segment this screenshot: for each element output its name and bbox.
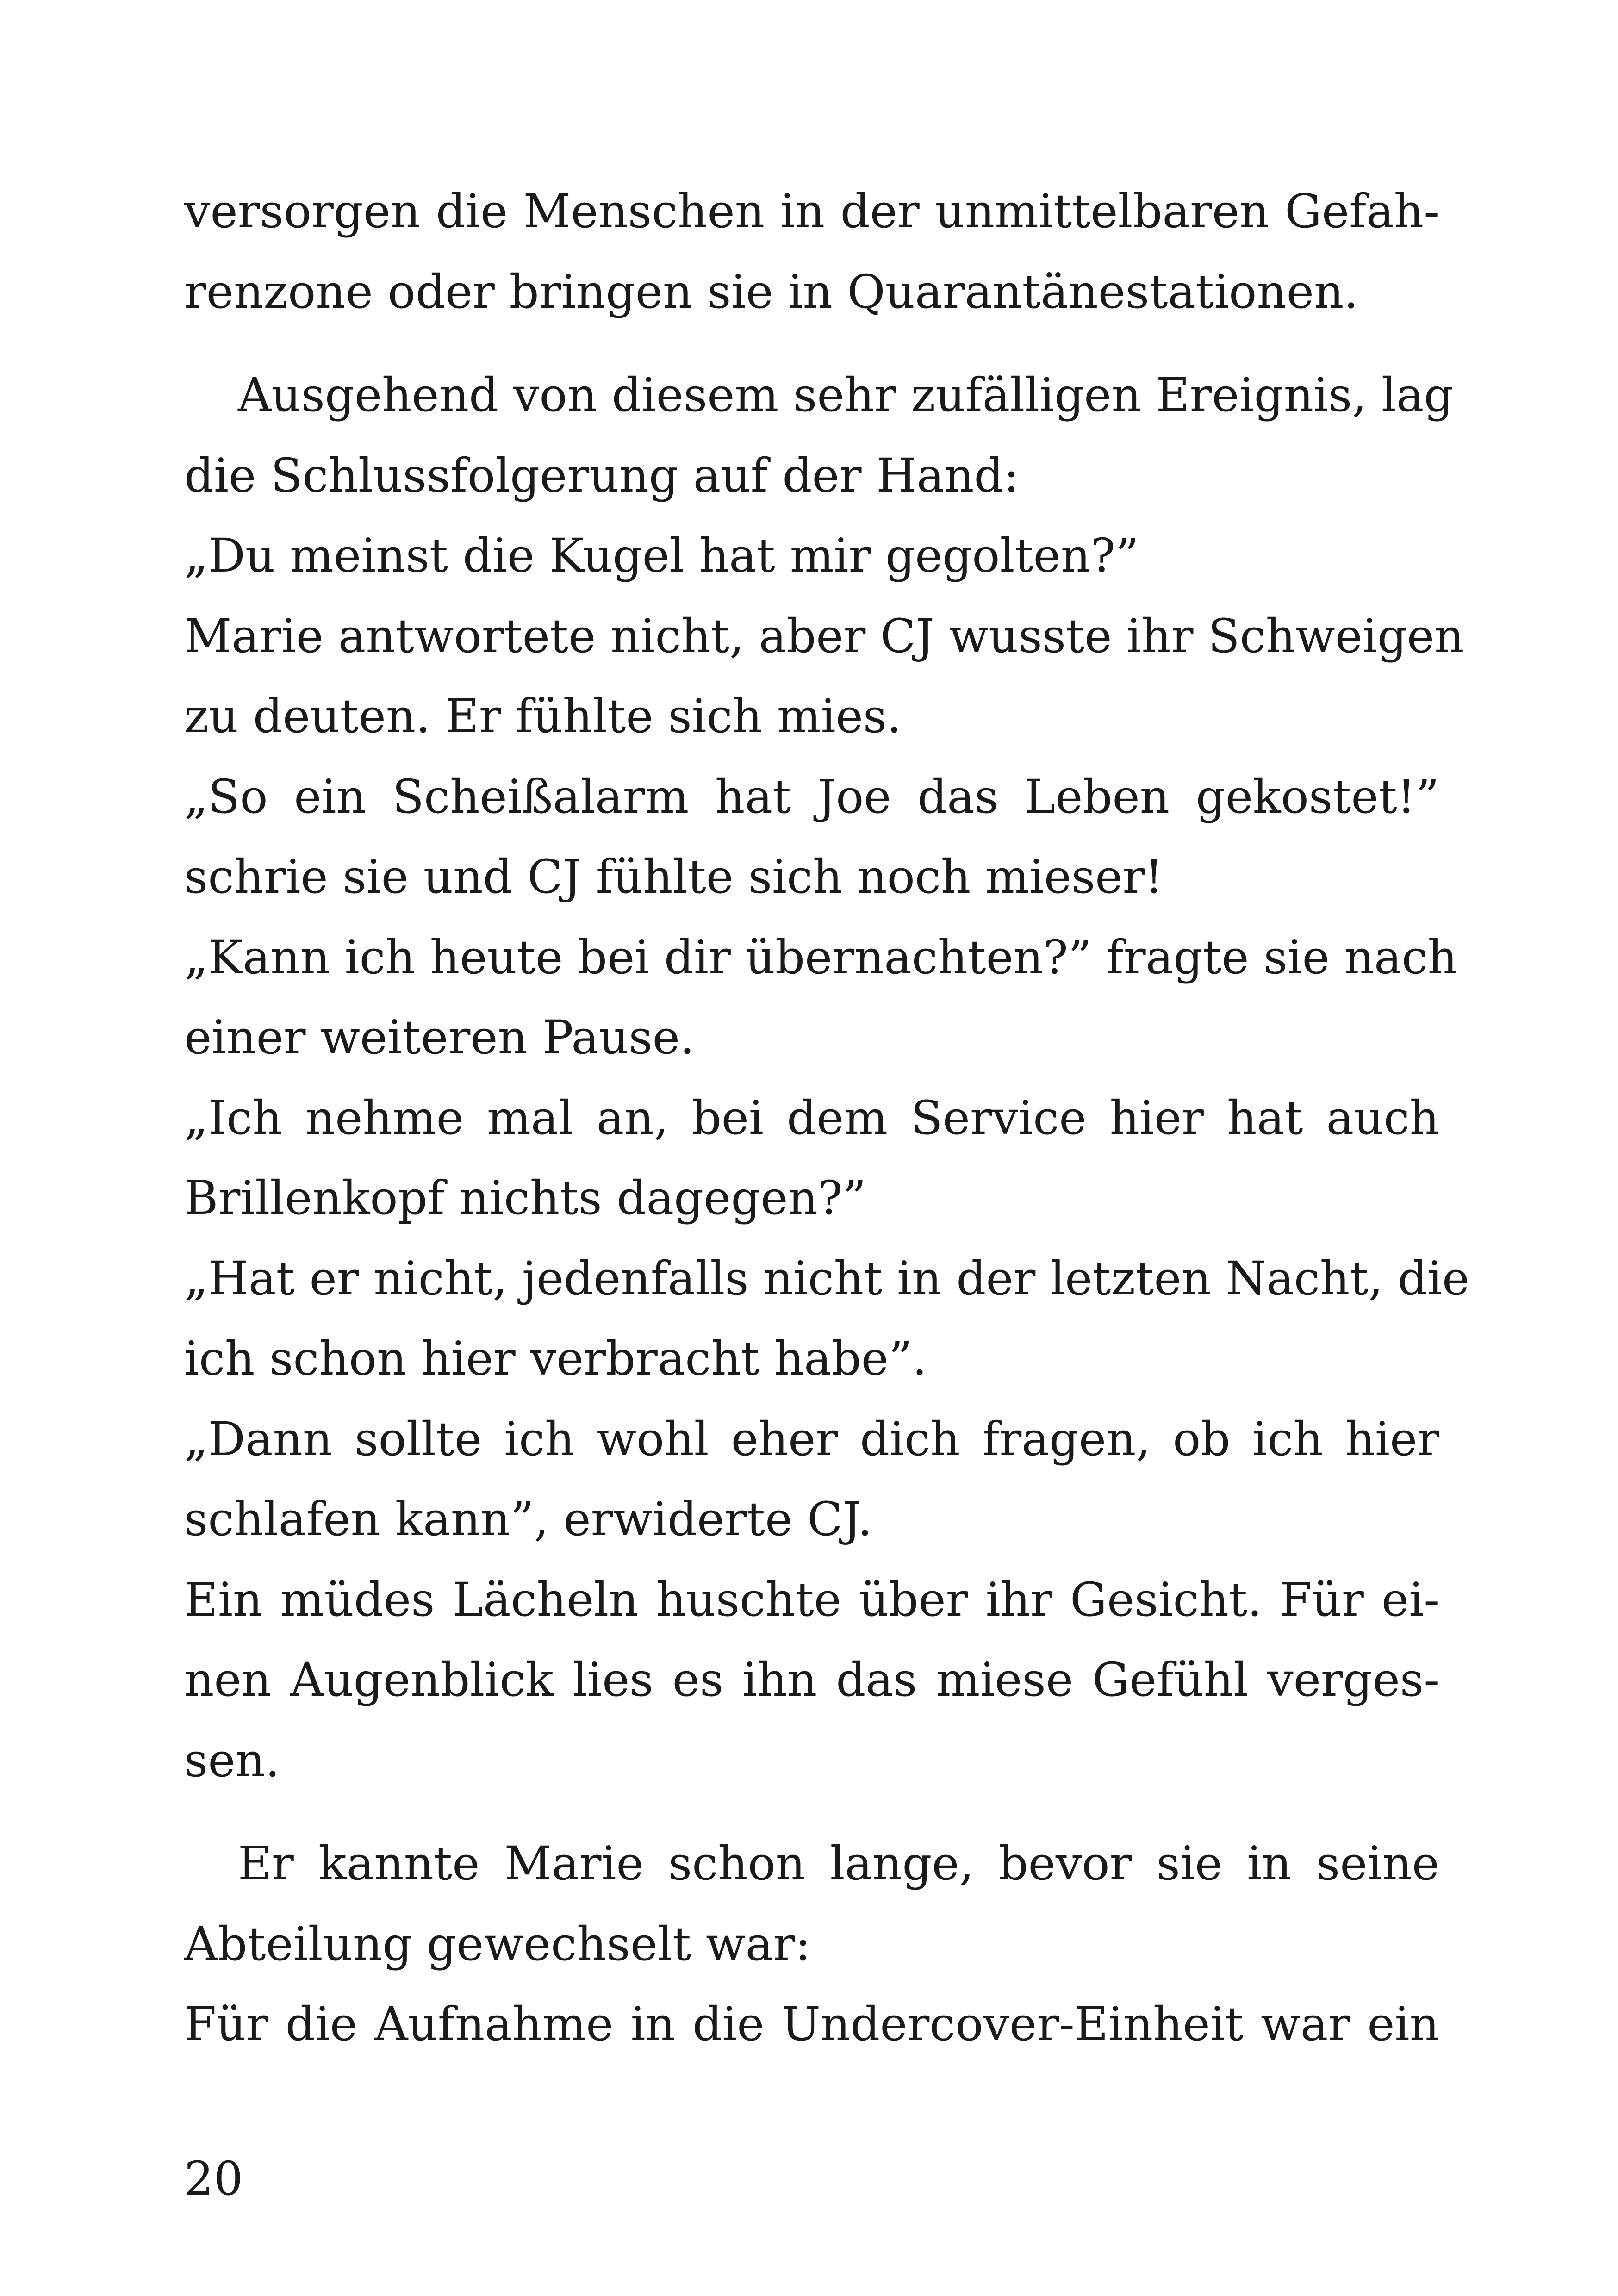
text-line: versorgen die Menschen in der unmittelbaren Gefah- <box>184 184 1439 238</box>
text-line: renzone oder bringen sie in Quarantänestationen. <box>184 264 1359 319</box>
text-line: zu deuten. Er fühlte sich mies. <box>184 689 902 743</box>
text-line: Für die Aufnahme in die Undercover-Einheit war ein <box>184 1997 1439 2051</box>
text-line: die Schlussfolgerung auf der Hand: <box>184 448 1020 503</box>
text-line: „So ein Scheißalarm hat Joe das Leben gekostet!” <box>184 769 1439 824</box>
body-text <box>184 171 1470 2065</box>
text-line: sen. <box>184 1733 280 1787</box>
text-line: ich schon hier verbracht habe”. <box>184 1332 927 1386</box>
text-line: Marie antwortete nicht, aber CJ wusste ihr Schweigen <box>184 609 1464 663</box>
text-line: schlafen kann”, erwiderte CJ. <box>184 1492 872 1546</box>
paragraph-gap <box>184 1800 1439 1823</box>
text-line: „Du meinst die Kugel hat mir gegolten?” <box>184 529 1139 583</box>
text-line: einer weiteren Pause. <box>184 1010 695 1064</box>
text-line: nen Augenblick lies es ihn das miese Gefühl verges- <box>184 1653 1439 1707</box>
text-line: „Kann ich heute bei dir übernachten?” fragte sie nach <box>184 930 1458 984</box>
text-line: „Hat er nicht, jedenfalls nicht in der letzten Nacht, die <box>184 1251 1470 1306</box>
text-line: Brillenkopf nichts dagegen?” <box>184 1171 866 1225</box>
text-line: Er kannte Marie schon lange, bevor sie in seine <box>238 1836 1439 1891</box>
text-line: Ausgehend von diesem sehr zufälligen Ereignis, lag <box>238 368 1454 422</box>
text-line: „Dann sollte ich wohl eher dich fragen, ob ich hier <box>184 1412 1439 1466</box>
text-line: Ein müdes Lächeln huschte über ihr Gesicht. Für ei- <box>184 1572 1439 1627</box>
text-line: Abteilung gewechselt war: <box>184 1916 811 1971</box>
text-line: „Ich nehme mal an, bei dem Service hier hat auch <box>184 1090 1439 1145</box>
page-number: 20 <box>184 2152 243 2206</box>
text-line: schrie sie und CJ fühlte sich noch mieser! <box>184 850 1164 904</box>
paragraph-gap <box>184 332 1439 355</box>
